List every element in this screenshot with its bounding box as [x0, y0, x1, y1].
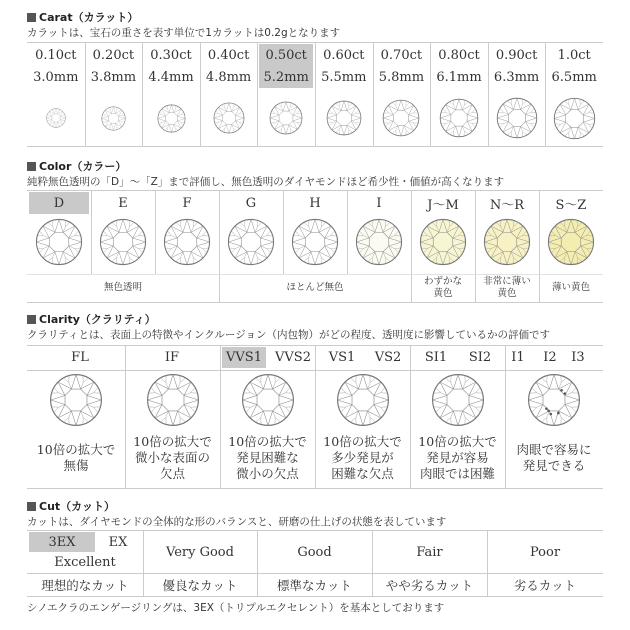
carat-weight-label: 0.70ct [380, 47, 423, 63]
diamond-icon [49, 373, 103, 427]
clarity-grade-label: I1 [511, 350, 525, 365]
color-grade-label: H [309, 195, 321, 211]
color-grade-label: D [29, 192, 89, 214]
carat-diameter-label: 5.5mm [321, 69, 367, 85]
diamond-icon [326, 100, 362, 136]
clarity-title: Clarity（クラリティ） [27, 311, 156, 327]
cut-note: 劣るカット [513, 578, 577, 593]
color-group-label: 非常に薄い 黄色 [483, 276, 531, 299]
carat-diameter-label: 5.8mm [378, 69, 425, 85]
diamond-icon [146, 373, 200, 427]
cut-grade-label: Good [297, 544, 332, 560]
section-marker-icon [27, 162, 36, 171]
clarity-grade-label: I3 [571, 350, 585, 365]
carat-diameter-label: 5.2mm [259, 66, 313, 88]
carat-diameter-label: 3.8mm [90, 69, 137, 85]
color-grade-label: F [182, 195, 192, 211]
section-marker-icon [27, 502, 36, 511]
carat-diameter-label: 3.0mm [33, 69, 79, 85]
carat-divider [142, 42, 143, 146]
carat-diameter-label: 4.4mm [148, 69, 194, 85]
carat-title: Carat（カラット） [27, 9, 138, 25]
diamond-icon [553, 97, 596, 140]
carat-diameter-label: 4.8mm [205, 69, 252, 85]
carat-divider [315, 42, 316, 146]
cut-mid-rule [27, 573, 603, 574]
color-grade-label: G [245, 195, 257, 211]
clarity-grade-label: VS2 [374, 350, 402, 365]
diamond-icon [227, 218, 275, 266]
diamond-icon [419, 218, 467, 266]
color-divider [347, 190, 348, 274]
section-marker-icon [27, 13, 36, 22]
carat-weight-label: 1.0ct [557, 47, 591, 63]
color-grade-label: S〜Z [555, 197, 587, 213]
cut-bottom-rule [27, 596, 603, 597]
carat-bottom-rule [27, 146, 603, 147]
diamond-icon [382, 99, 420, 137]
color-grade-label: N〜R [489, 197, 525, 213]
carat-divider [488, 42, 489, 146]
diamond-icon [101, 106, 126, 131]
clarity-grade-label: SI1 [424, 350, 448, 365]
carat-divider [430, 42, 431, 146]
carat-weight-label: 0.40ct [207, 47, 250, 63]
diamond-icon [336, 373, 390, 427]
carat-weight-label: 0.30ct [150, 47, 192, 63]
carat-divider [85, 42, 86, 146]
cut-grade-label: EX [108, 534, 128, 550]
carat-divider [545, 42, 546, 146]
cut-excellent-label: Excellent [54, 554, 116, 570]
color-grade-label: I [376, 195, 382, 211]
carat-diameter-label: 6.3mm [493, 69, 540, 85]
color-bottom-rule [27, 302, 603, 303]
carat-diameter-label: 6.1mm [436, 69, 482, 85]
color-group-label: わずかな 黄色 [423, 276, 462, 299]
diamond-icon [35, 218, 83, 266]
diamond-icon [527, 373, 581, 427]
diamond-icon [99, 218, 147, 266]
carat-description: カラットは、宝石の重さを表す単位で1カラットは0.2gとなります [27, 27, 341, 39]
carat-weight-label: 0.90ct [495, 47, 538, 63]
carat-weight-label: 0.10ct [35, 47, 77, 63]
color-divider [91, 190, 92, 274]
color-group-label: ほとんど無色 [286, 282, 344, 293]
carat-weight-label: 0.20ct [92, 47, 135, 63]
clarity-note: 肉眼で容易に 発見できる [516, 442, 592, 473]
cut-description: カットは、ダイヤモンドの全体的な形のバランスと、研磨の仕上げの状態を表しています [27, 516, 447, 528]
clarity-note: 10倍の拡大で 発見困難な 微小の欠点 [228, 434, 307, 481]
carat-divider [373, 42, 374, 146]
color-top-rule [27, 190, 603, 191]
diamond-icon [157, 104, 186, 133]
diamond-icon [163, 218, 211, 266]
carat-divider [200, 42, 201, 146]
carat-weight-label: 0.50ct [259, 44, 313, 66]
cut-top-rule [27, 530, 603, 531]
clarity-grade-label: I2 [543, 350, 557, 365]
cut-note: 標準なカット [277, 578, 352, 593]
cut-grade-label: Poor [529, 544, 561, 560]
diamond-icon [241, 373, 295, 427]
color-grade-label: J〜M [427, 197, 459, 213]
clarity-description: クラリティとは、表面上の特徴やインクルージョン（内包物）がどの程度、透明度に影響しているかの評価です [27, 329, 551, 341]
cut-note: やや劣るカット [385, 578, 474, 593]
color-grade-label: E [118, 195, 128, 211]
carat-divider [257, 42, 258, 146]
cut-note: 理想的なカット [41, 578, 129, 593]
clarity-grade-label: VVS2 [275, 350, 311, 365]
carat-weight-label: 0.80ct [438, 47, 480, 63]
color-mid-rule [27, 274, 603, 275]
cut-grade-label: Fair [416, 544, 443, 560]
diamond-icon [355, 218, 403, 266]
clarity-note: 10倍の拡大で 発見が容易 肉眼では困難 [418, 434, 497, 481]
diamond-icon [269, 101, 303, 135]
cut-footer-note: シノエクラのエンゲージリングは、3EX（トリプルエクセレント）を基本としております [27, 602, 445, 614]
diamond-icon [213, 102, 245, 134]
diamond-icon [483, 218, 531, 266]
color-description: 純粋無色透明の「D」〜「Z」まで評価し、無色透明のダイヤモンドほど希少性・価値が高くなります [27, 176, 505, 188]
color-title: Color（カラー） [27, 158, 126, 174]
diamond-icon [46, 108, 66, 128]
diamond-icon [431, 373, 485, 427]
diamond-icon [547, 218, 595, 266]
color-divider [155, 190, 156, 274]
diamond-icon [439, 98, 479, 138]
clarity-grade-label: VS1 [328, 350, 356, 365]
cut-grade-label: 3EX [29, 532, 95, 552]
color-group-label: 無色透明 [103, 282, 142, 293]
color-divider [283, 190, 284, 274]
clarity-bottom-rule [27, 488, 603, 489]
diamond-icon [496, 97, 538, 139]
section-marker-icon [27, 315, 36, 324]
carat-diameter-label: 6.5mm [551, 69, 597, 85]
clarity-grade-label: SI2 [468, 350, 492, 365]
cut-note: 優良なカット [162, 578, 238, 593]
clarity-grade-label: VVS1 [222, 347, 266, 368]
cut-grade-label: Very Good [166, 544, 234, 560]
cut-title: Cut（カット） [27, 498, 115, 514]
clarity-note: 10倍の拡大で 多少発見が 困難な欠点 [323, 434, 402, 481]
clarity-grade-label: FL [71, 350, 89, 365]
clarity-note: 10倍の拡大で 無傷 [36, 442, 116, 473]
color-group-label: 薄い黄色 [551, 282, 590, 293]
diamond-icon [291, 218, 339, 266]
carat-weight-label: 0.60ct [323, 47, 365, 63]
clarity-note: 10倍の拡大で 微小な表面の 欠点 [133, 434, 212, 481]
clarity-grade-label: IF [164, 350, 180, 365]
